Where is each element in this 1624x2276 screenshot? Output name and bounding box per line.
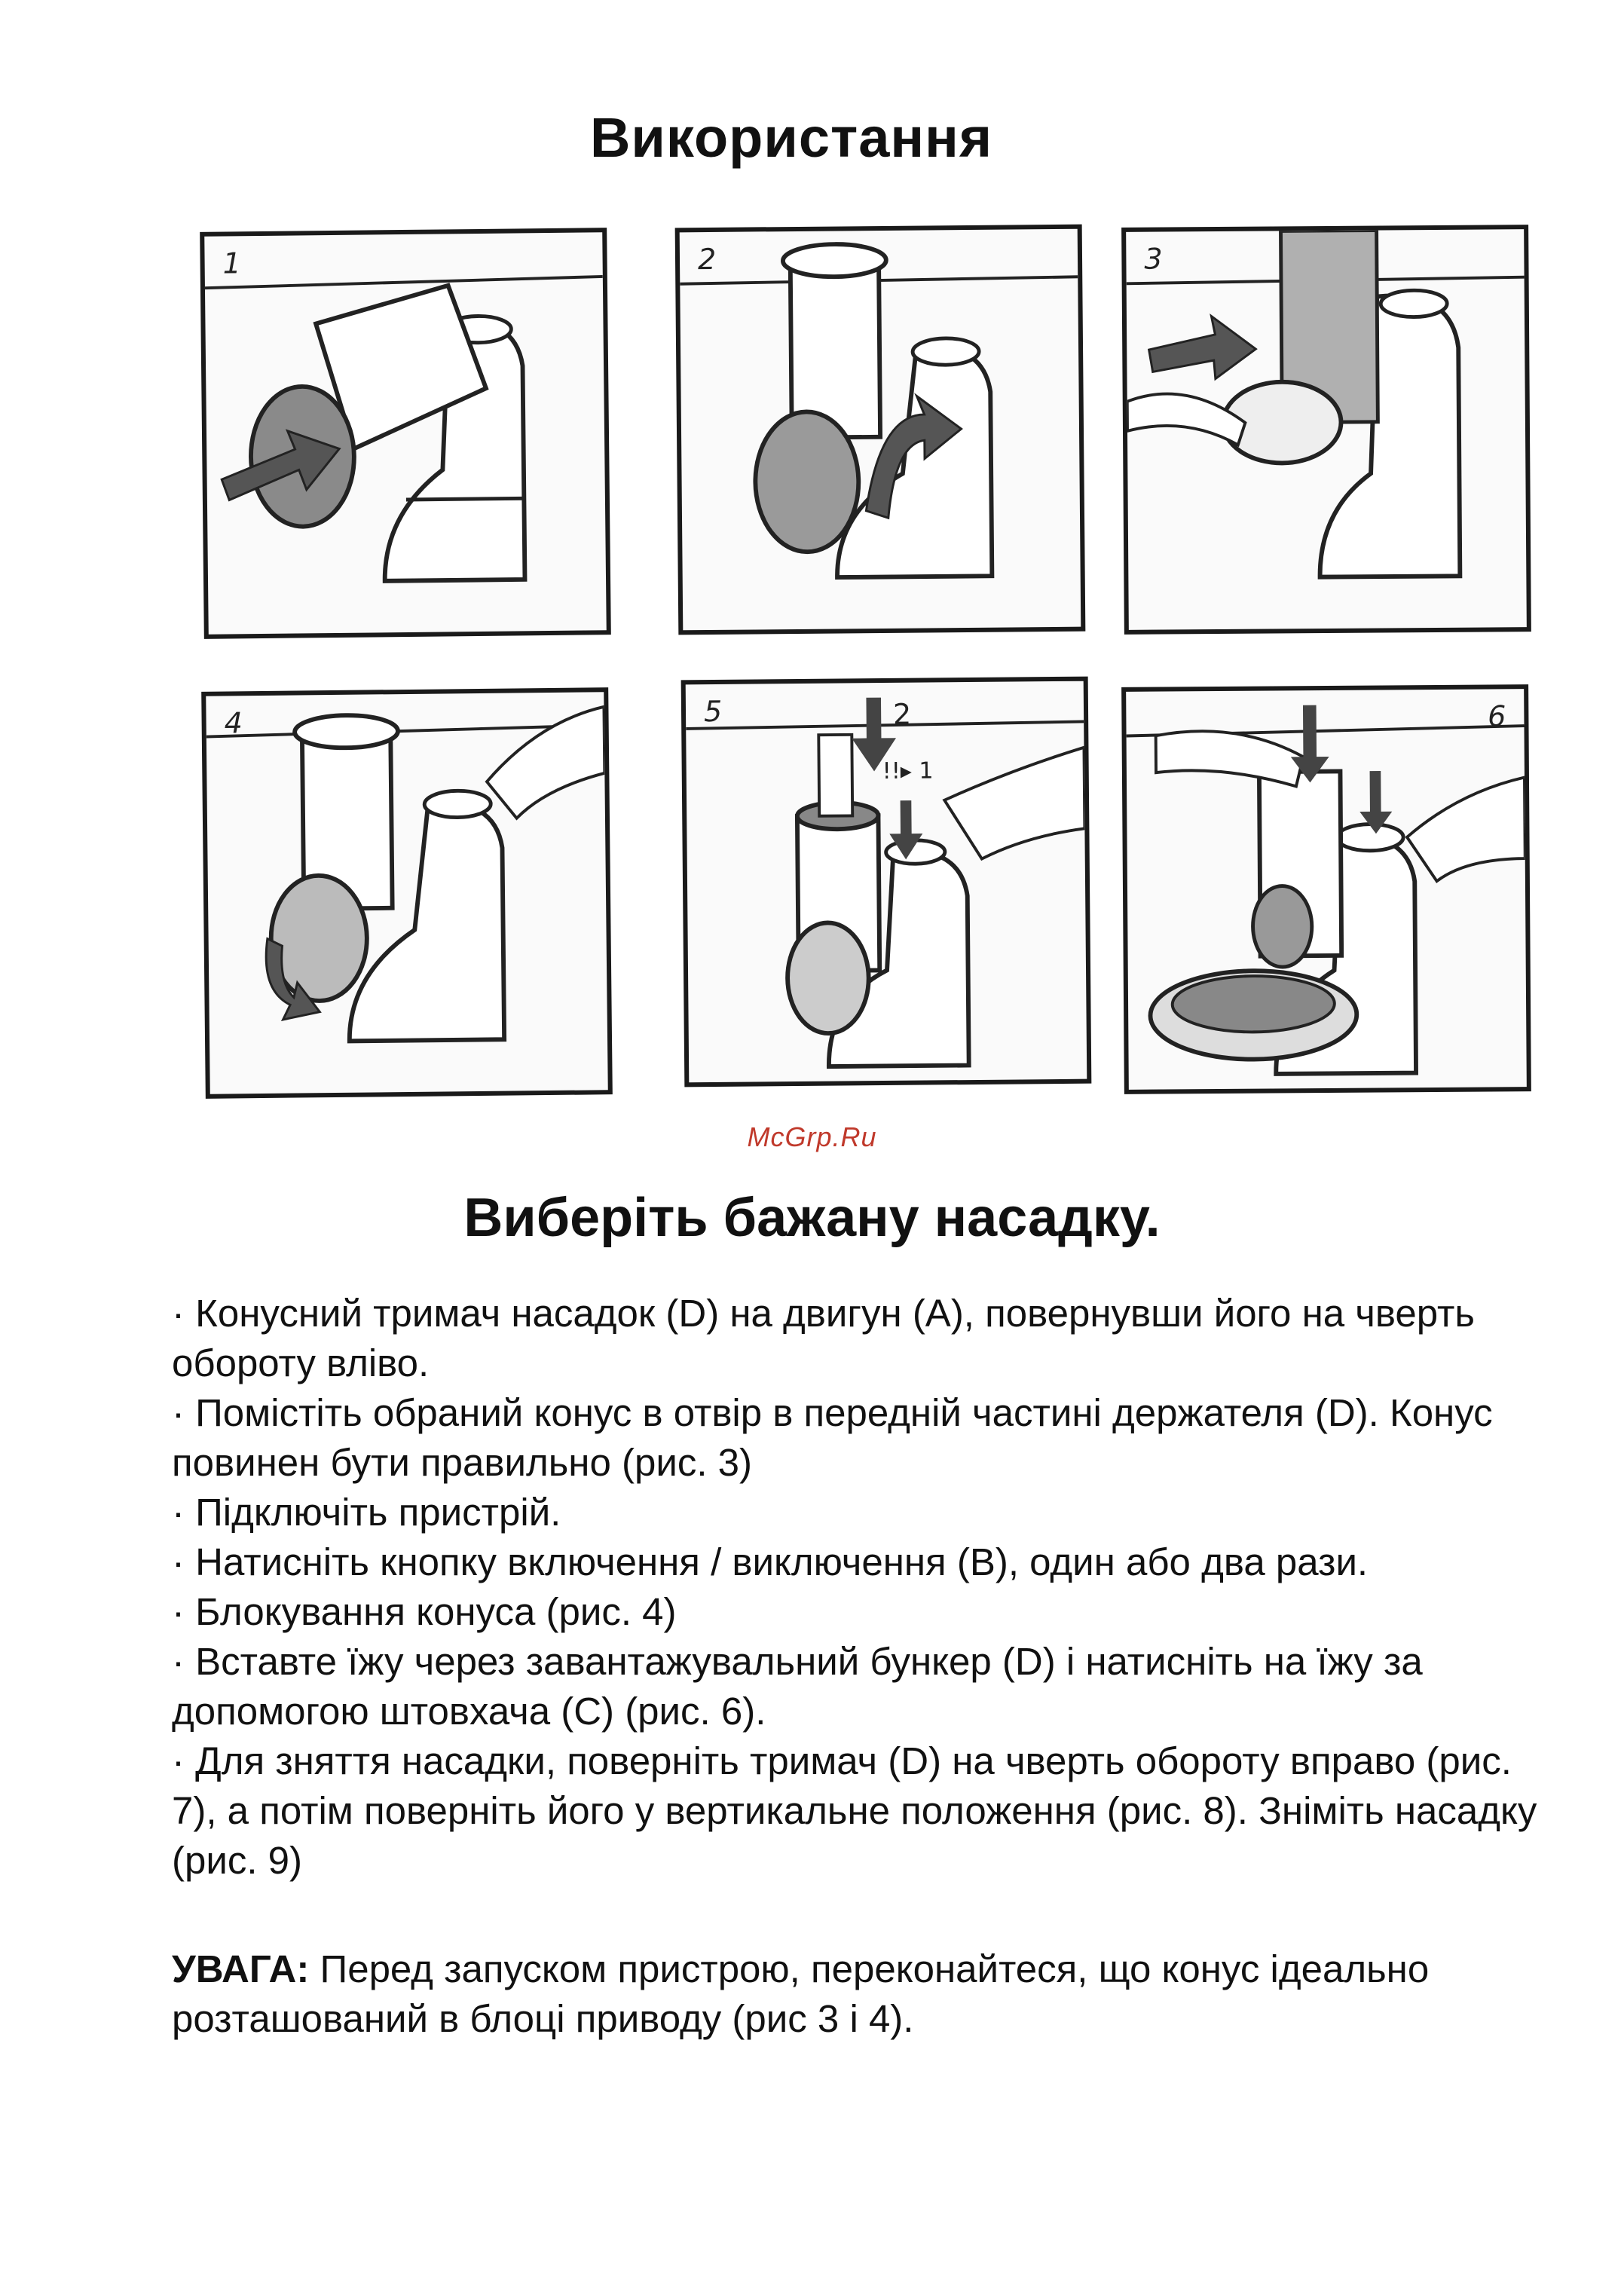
figure-number: 6 (1488, 699, 1506, 733)
warning-label: УВАГА: (172, 1947, 310, 1990)
watermark: McGrp.Ru (747, 1121, 877, 1152)
appliance-illustration (1126, 689, 1527, 1090)
page-title: Використання (589, 106, 992, 169)
list-item: · Блокування конуса (рис. 4) (172, 1590, 677, 1633)
figure-number: 5 (703, 694, 723, 729)
figure-number: 1 (222, 246, 242, 280)
figure-number: 3 (1144, 242, 1163, 276)
figure-number: 4 (224, 706, 243, 740)
appliance-illustration (680, 229, 1081, 631)
list-item: · Для зняття насадки, поверніть тримач (D) на чверть обороту вправо (рис. 7), а потім поверніть його у вертикальне положення (рис. 8). Зніміть насадку (рис. 9) (172, 1739, 1537, 1882)
appliance-illustration (206, 692, 608, 1094)
figure-2 (675, 225, 1086, 635)
figure-4 (201, 687, 613, 1099)
figure-3 (1121, 225, 1531, 635)
instruction-list (172, 1289, 1558, 1886)
warning-note (172, 1944, 1558, 2044)
figure-5 (681, 677, 1092, 1088)
list-item: · Підключіть пристрій. (172, 1491, 561, 1534)
appliance-illustration (1126, 229, 1527, 630)
list-item: · Вставте їжу через завантажувальний бункер (D) і натисніть на їжу за допомогою штовхача (C) (рис. 6). (172, 1640, 1423, 1733)
figure-step-mark: !!▸ 1 (882, 757, 934, 785)
list-item: · Помістіть обраний конус в отвір в передній частині держателя (D). Конус повинен бути правильно (рис. 3) (172, 1391, 1493, 1484)
appliance-illustration (204, 232, 607, 635)
figure-number: 2 (697, 242, 717, 277)
appliance-illustration (686, 681, 1087, 1083)
warning-text: Перед запуском пристрою, переконайтеся, що конус ідеально розташований в блоці приводу (рис 3 і 4). (172, 1947, 1430, 2040)
figure-1 (200, 228, 611, 639)
section-title: Виберіть бажану насадку. (463, 1188, 1161, 1248)
figure-6 (1121, 684, 1531, 1094)
figure-step-mark: 2 (892, 697, 912, 731)
list-item: · Конусний тримач насадок (D) на двигун (A), повернувши його на чверть обороту вліво. (172, 1292, 1475, 1384)
list-item: · Натисніть кнопку включення / виключення (B), один або два рази. (172, 1540, 1369, 1583)
